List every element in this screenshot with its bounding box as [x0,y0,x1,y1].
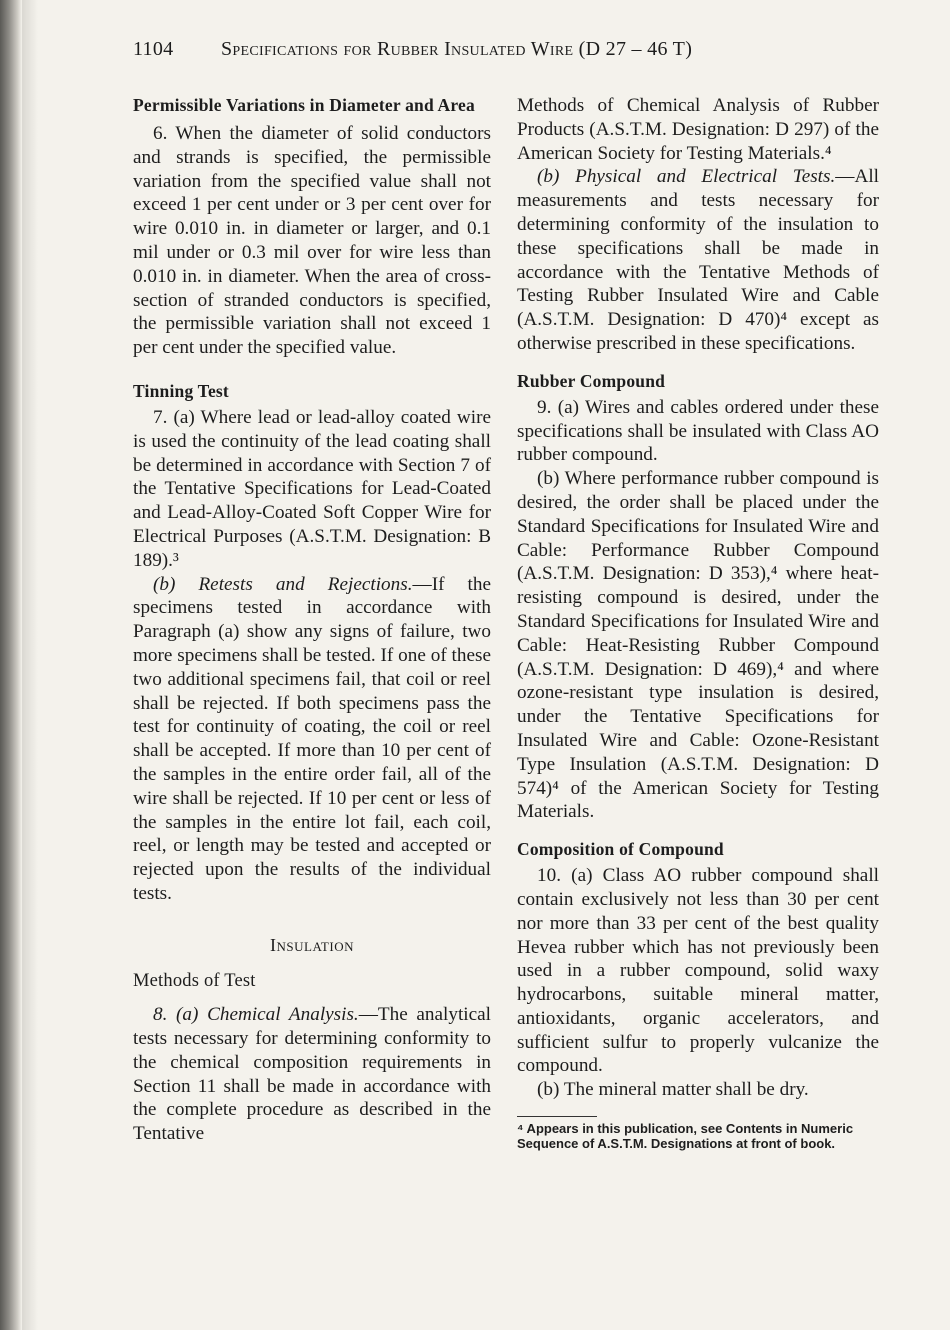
section-8b-text: —All measurements and tests necessary for determining conformity of the insulation to these specifications shall be made in accordance with the Tentative Methods of Testing Rubber Insulated Wire and Cable (A.S.T.M. Designation: D 470)⁴ except as otherwise prescribed in these specifications. [517,166,879,354]
section-7a-paragraph: 7. (a) Where lead or lead-alloy coated wire is used the continuity of the lead coating shall be determined in accordance with Section 7 of the Tentative Specifications for Lead-Coated and Lead-Alloy-Coated Soft Copper Wire for Electrical Purposes (A.S.T.M. Designation: B 189).³ [133,406,491,571]
section-8a-continuation: Methods of Chemical Analysis of Rubber Products (A.S.T.M. Designation: D 297) of the American Society for Testing Materials.⁴ [517,95,879,164]
heading-insulation: Insulation [270,934,354,955]
section-6-paragraph: 6. When the diameter of solid conductors and strands is specified, the permissible variation from the specified value shall not exceed 1 per cent under or 3 per cent over for wire 0.010 in. in diameter or larger, and 0.1 mil under or 0.3 mil over for wire less than 0.010 in. in diameter. When the area of cross-section of stranded conductors is specified, the permissible variation shall not exceed 1 per cent under the specified value. [133,123,491,359]
section-7b-text: —If the specimens tested in accordance with Paragraph (a) show any signs of failure, two more specimens shall be tested. If one of these two additional specimens fail, that coil or reel shall be rejected. If both specimens pass the test for continuity of coating, the coil or reel shall be accepted. If more than 10 per cent of the samples in the entire order fail, all of the wire shall be rejected. If 10 per cent or less of the samples in the entire lot fail, each coil, reel, or length may be tested and accepted or rejected upon the results of the individual tests. [133,573,491,904]
section-8a-paragraph [133,1003,491,1146]
chemical-analysis-label: 8. (a) Chemical Analysis. [153,1004,359,1026]
retests-rejections-label: (b) Retests and Rejections. [153,573,413,595]
heading-rubber-compound: Rubber Compound [517,370,666,391]
section-10a-paragraph: 10. (a) Class AO rubber compound shall contain exclusively not less than 30 per cent nor more than 33 per cent of the best quality Hevea rubber which has not previously been used in a rubber compound, solid waxy hydrocarbons, suitable mineral matter, antioxidants, organic accelerators, and sufficient sulfur to properly vulcanize the compound. [517,865,879,1077]
physical-electrical-label: (b) Physical and Electrical Tests. [537,166,836,188]
left-column [133,94,491,1146]
heading-composition: Composition of Compound [517,839,724,860]
section-9a-paragraph: 9. (a) Wires and cables ordered under these specifications shall be insulated with Class AO rubber compound. [517,396,879,466]
footnote-rule [517,1116,597,1117]
running-title: Specifications for Rubber Insulated Wire (D 27 – 46 T) [221,38,693,60]
page-gutter-shade [22,0,38,1330]
section-8b-paragraph [517,165,879,355]
right-column [517,94,879,1151]
section-8a-text: —The analytical tests necessary for determining conformity to the chemical composition requirements in Section 11 shall be made in accordance with the complete procedure as described in the Tentative [133,1004,491,1145]
heading-tinning-test: Tinning Test [133,380,229,401]
section-9b-paragraph: (b) Where performance rubber compound is desired, the order shall be placed under the Standard Specifications for Insulated Wire and Cable: Performance Rubber Compound (A.S.T.M. Designation: D 353),⁴ where heat-resisting compound is desired, under the Standard Specifications for Insulated Wire and Cable: Heat-Resisting Rubber Compound (A.S.T.M. Designation: D 469),⁴ and where ozone-resistant type insulation is desired, under the Tentative Specifications for Insulated Wire and Cable: Ozone-Resistant Type Insulation (A.S.T.M. Designation: D 574)⁴ of the American Society for Testing Materials. [517,468,879,823]
section-10b-paragraph: (b) The mineral matter shall be dry. [537,1079,809,1101]
section-7b-paragraph [133,573,491,906]
page-number: 1104 [133,38,174,60]
page-spine-shadow [0,0,22,1330]
heading-permissible-variations: Permissible Variations in Diameter and Area [133,95,475,115]
footnote-4: ⁴ Appears in this publication, see Contents in Numeric Sequence of A.S.T.M. Designations at front of book. [517,1121,854,1152]
heading-methods-of-test: Methods of Test [133,970,256,991]
running-header [133,38,823,61]
